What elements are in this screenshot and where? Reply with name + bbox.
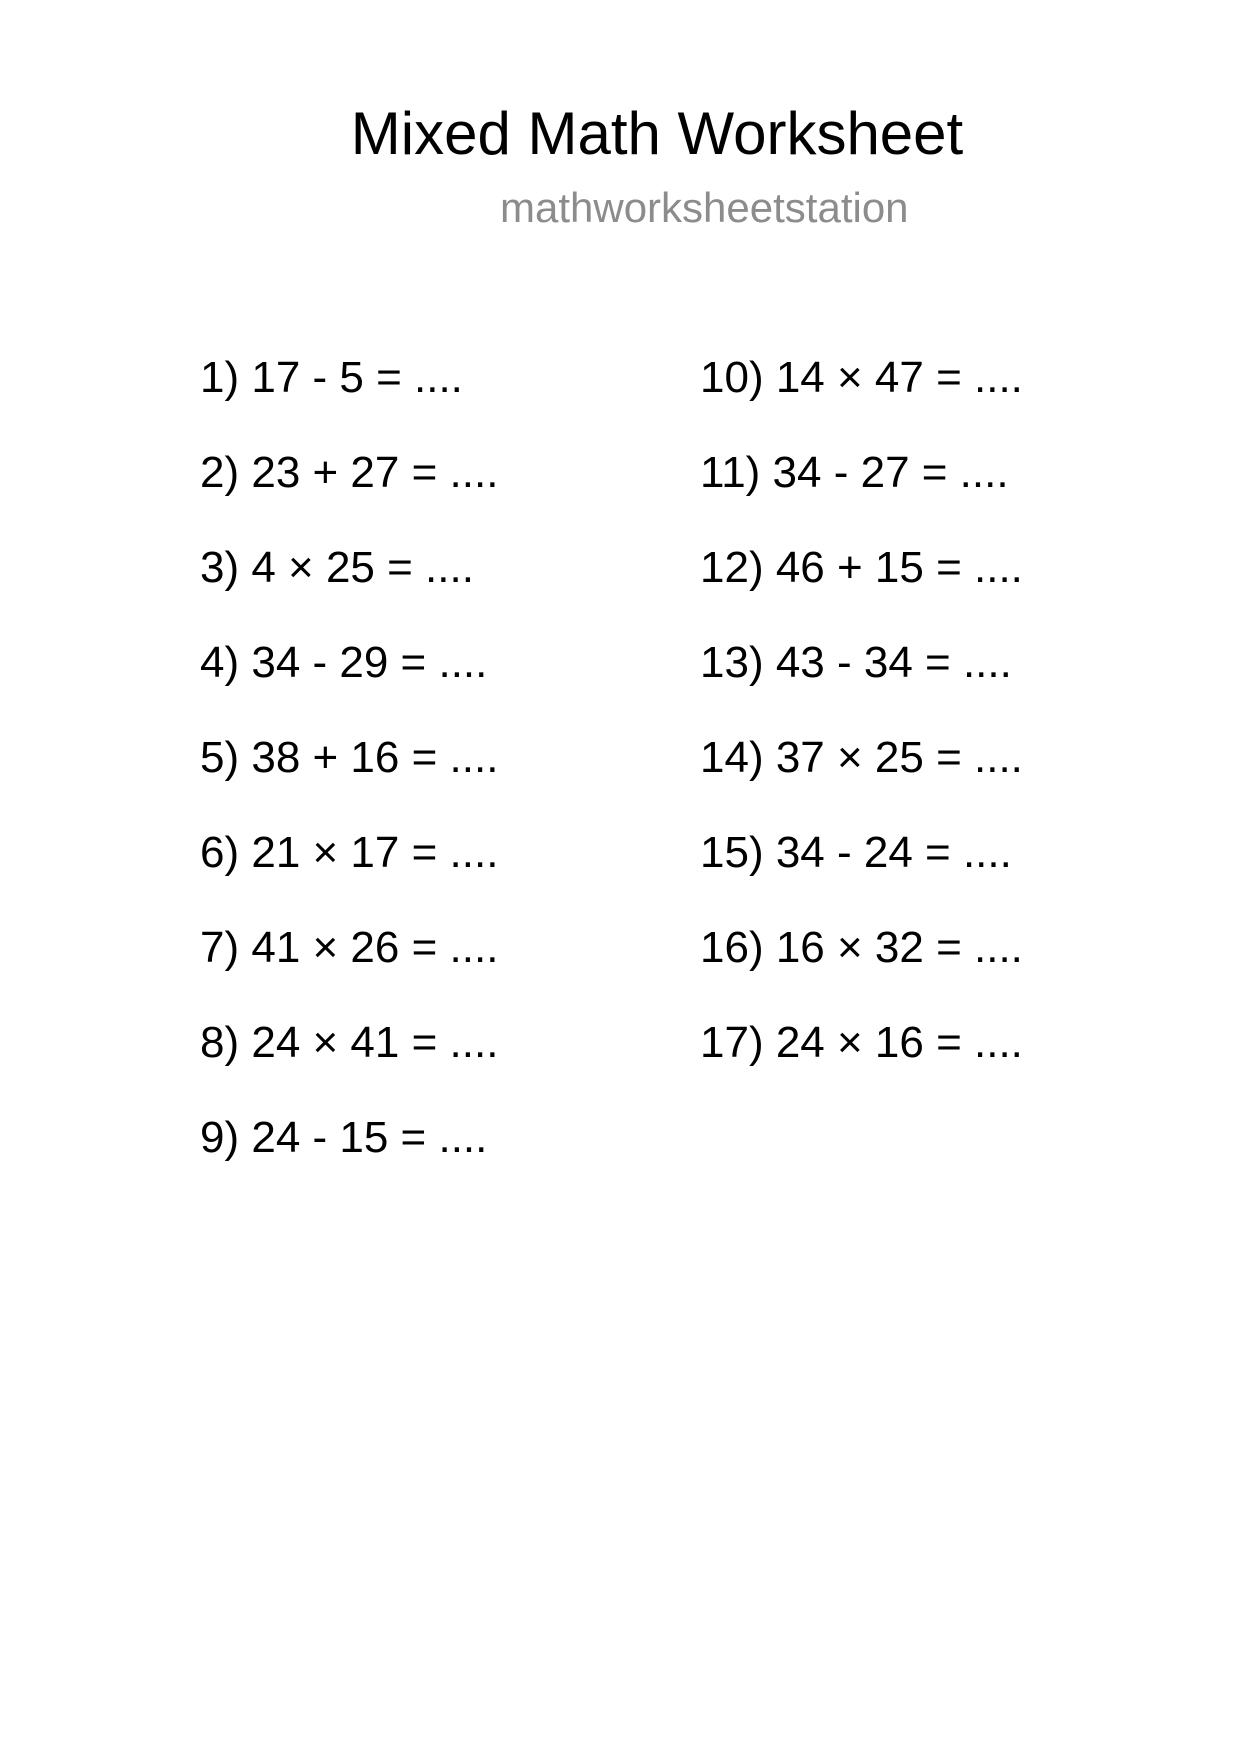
problem-item: 11) 34 - 27 = .... [700, 448, 1009, 497]
problem-item: 7) 41 × 26 = .... [200, 923, 499, 972]
problem-item: 2) 23 + 27 = .... [200, 448, 499, 497]
problem-item: 5) 38 + 16 = .... [200, 733, 499, 782]
problem-item: 16) 16 × 32 = .... [700, 923, 1023, 972]
problem-item: 3) 4 × 25 = .... [200, 543, 474, 592]
problem-item: 15) 34 - 24 = .... [700, 828, 1012, 877]
problem-item: 13) 43 - 34 = .... [700, 638, 1012, 687]
problem-item: 14) 37 × 25 = .... [700, 733, 1023, 782]
problem-item: 12) 46 + 15 = .... [700, 543, 1023, 592]
problem-item: 9) 24 - 15 = .... [200, 1113, 488, 1162]
page-subtitle: mathworksheetstation [500, 184, 909, 231]
problem-item: 8) 24 × 41 = .... [200, 1018, 499, 1067]
problem-item: 4) 34 - 29 = .... [200, 638, 488, 687]
page-title: Mixed Math Worksheet [350, 100, 964, 167]
problem-item: 10) 14 × 47 = .... [700, 353, 1023, 402]
problem-item: 17) 24 × 16 = .... [700, 1018, 1023, 1067]
problem-column-right [700, 348, 1023, 1108]
problem-item: 6) 21 × 17 = .... [200, 828, 499, 877]
problem-item: 1) 17 - 5 = .... [200, 353, 463, 402]
problem-column-left [200, 348, 498, 1203]
